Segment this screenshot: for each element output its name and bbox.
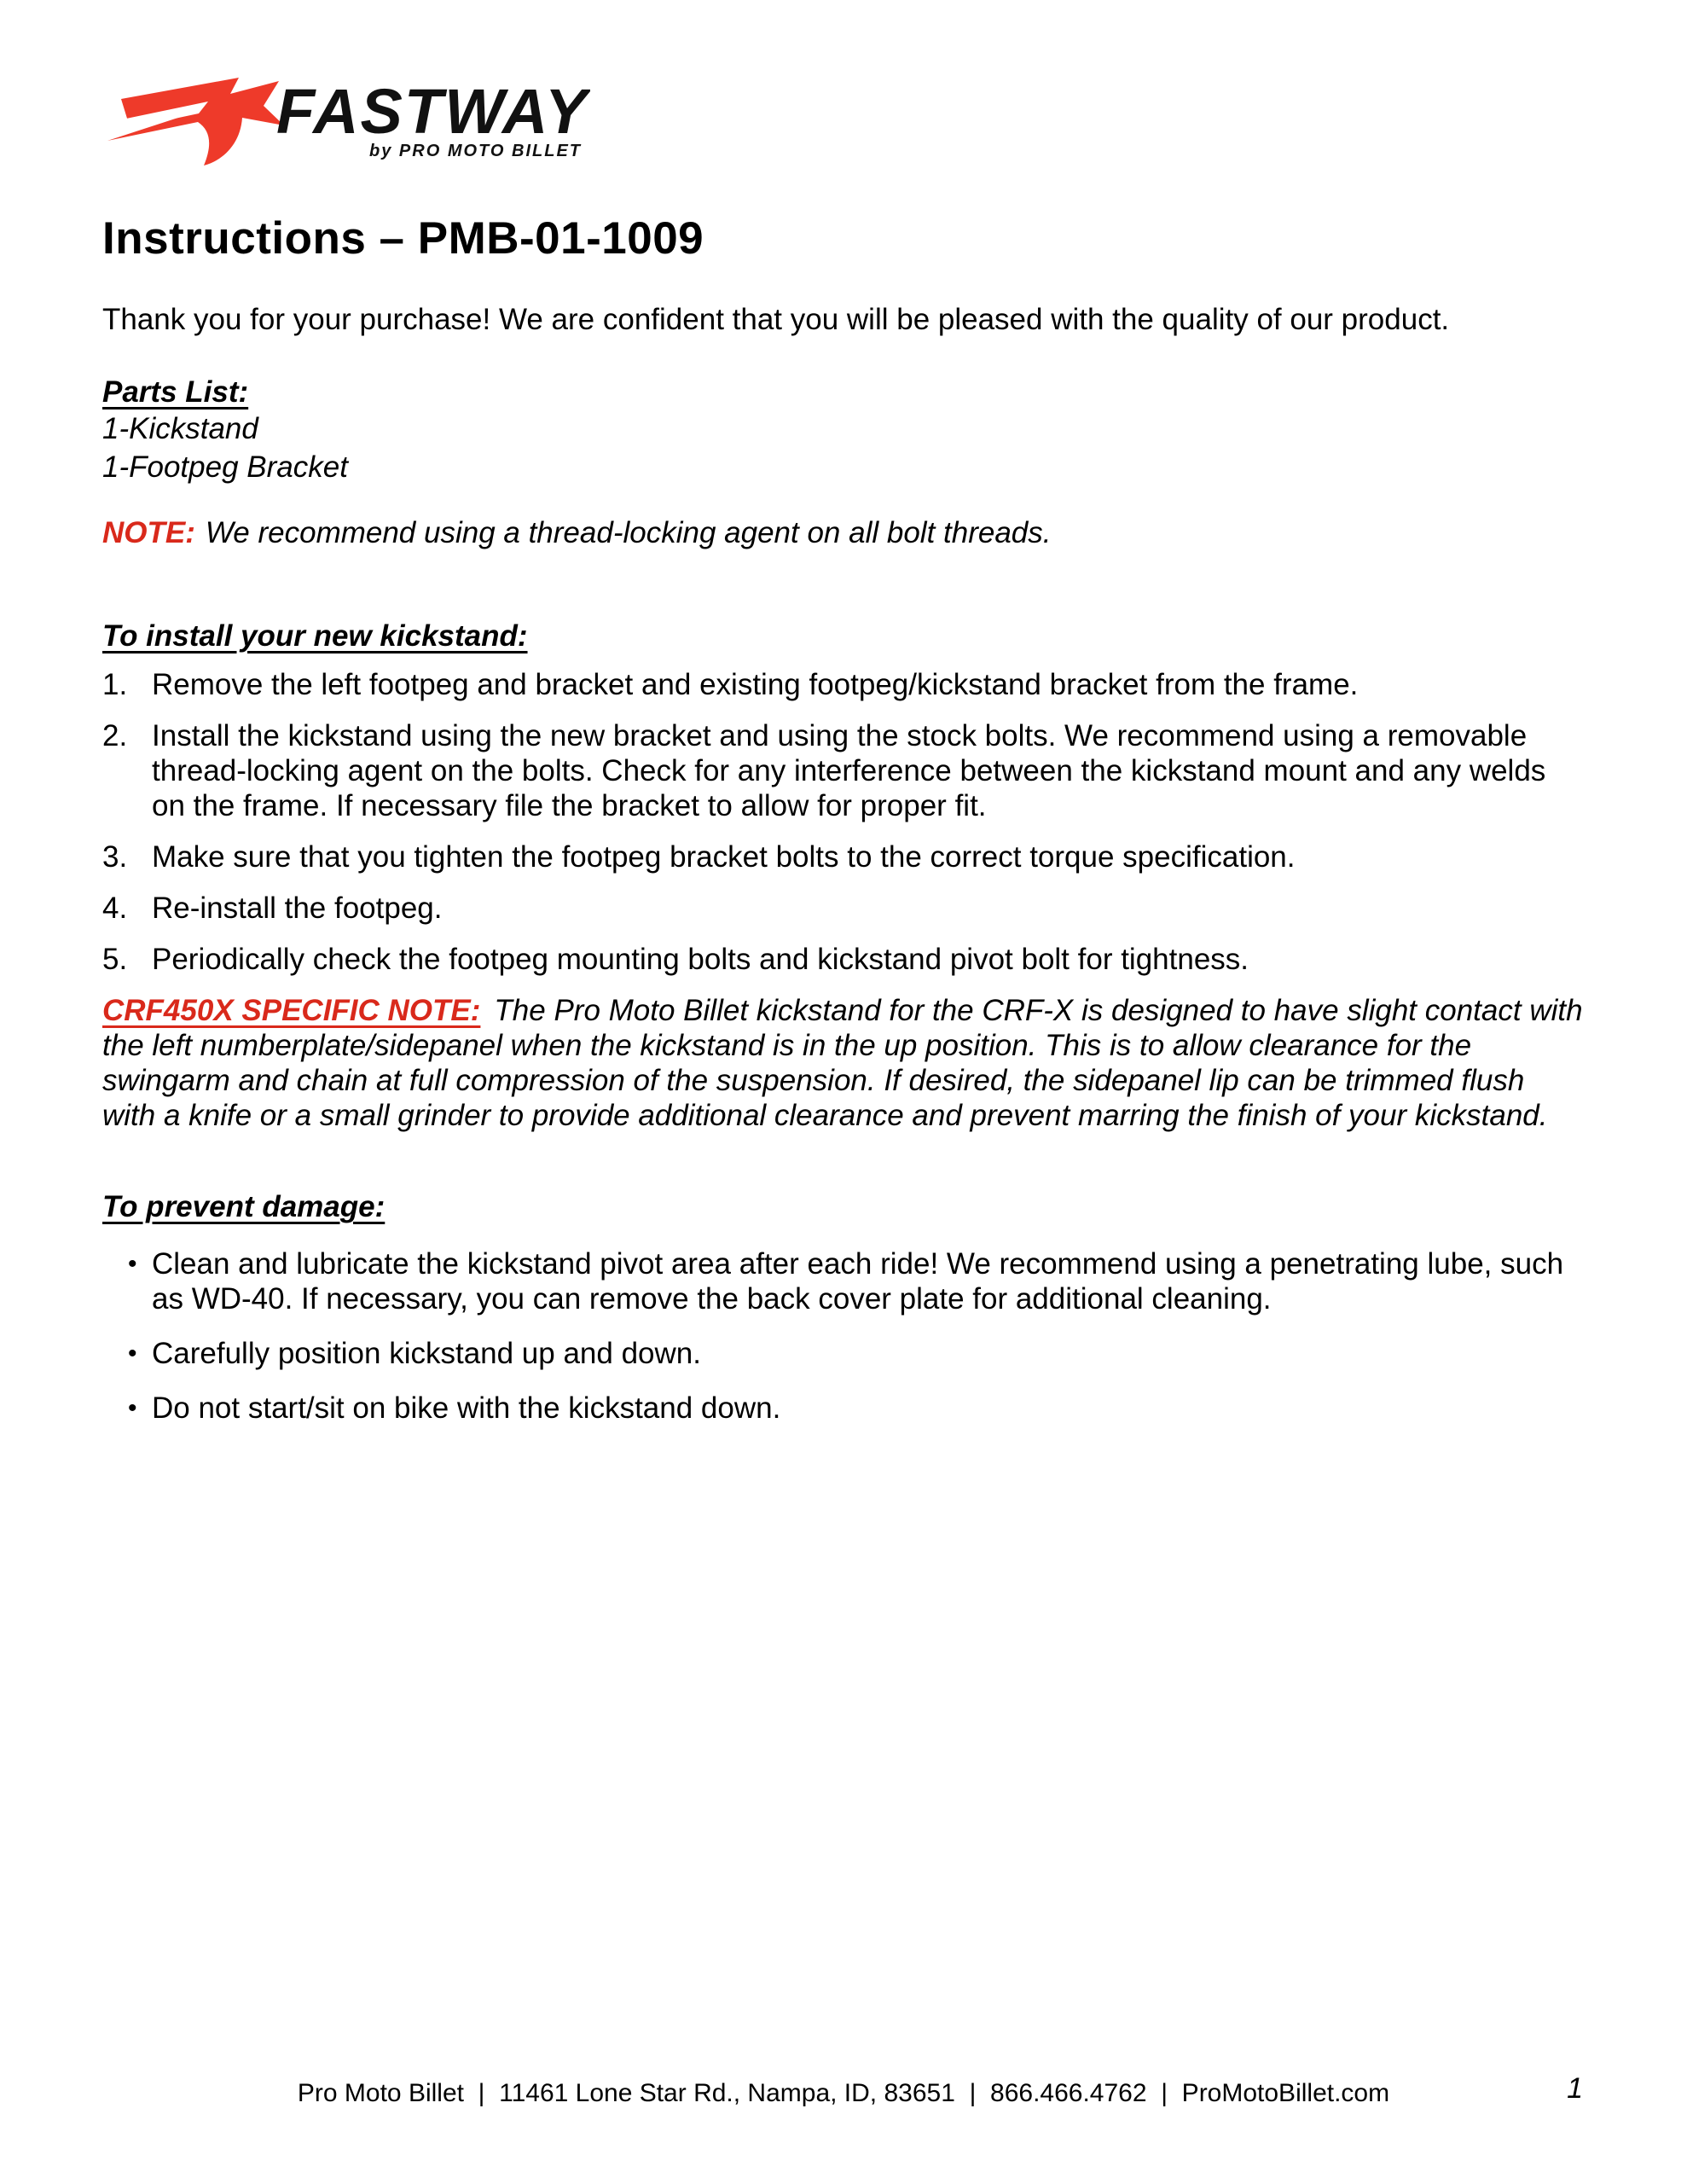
note-text: We recommend using a thread-locking agent on all bolt threads. (205, 516, 1052, 549)
step-number: 5. (102, 943, 128, 976)
step-text: Re-install the footpeg. (152, 892, 443, 925)
step-number: 4. (102, 892, 128, 925)
bullet-text: Do not start/sit on bike with the kickstand down. (152, 1391, 781, 1425)
step-number: 3. (102, 840, 128, 874)
page-footer (102, 2072, 1585, 2109)
bullet-icon: • (128, 1250, 137, 1278)
fastway-logo (102, 68, 590, 169)
step-number: 1. (102, 668, 128, 701)
logo (102, 0, 1585, 171)
list-item (128, 1336, 1585, 1371)
prevent-damage-heading: To prevent damage: (102, 1190, 386, 1223)
bullet-text: Clean and lubricate the kickstand pivot area after each ride! We recommend using a penetrating lube, such as WD-40. If necessary, you can remove the back cover plate for additional cleaning. (152, 1247, 1564, 1316)
install-step (102, 667, 1585, 702)
list-item (128, 1391, 1585, 1426)
list-item (128, 1246, 1585, 1316)
page-title: Instructions – PMB-01-1009 (102, 213, 704, 264)
parts-list-item: 1-Kickstand (102, 412, 258, 445)
install-step (102, 942, 1585, 977)
install-heading: To install your new kickstand: (102, 619, 528, 653)
parts-list-heading: Parts List: (102, 375, 249, 409)
crf450x-note (102, 993, 1585, 1133)
crf450x-note-label: CRF450X SPECIFIC NOTE: (102, 994, 481, 1027)
thread-lock-note (102, 515, 1585, 550)
install-step (102, 891, 1585, 926)
page-number: 1 (1567, 2072, 1583, 2105)
step-text: Make sure that you tighten the footpeg bracket bolts to the correct torque specification. (152, 840, 1296, 874)
intro-paragraph: Thank you for your purchase! We are confident that you will be pleased with the quality of our product. (102, 303, 1450, 336)
install-step (102, 718, 1585, 823)
bullet-text: Carefully position kickstand up and down. (152, 1337, 701, 1370)
footer-contact-info: Pro Moto Billet | 11461 Lone Star Rd., Nampa, ID, 83651 | 866.466.4762 | ProMotoBillet.com (297, 2079, 1390, 2107)
install-steps (102, 667, 1585, 977)
fastway-star-icon (102, 78, 284, 166)
step-text: Install the kickstand using the new bracket and using the stock bolts. We recommend using a removable thread-locking agent on the bolts. Check for any interference between the kickstand mount and any welds on the frame. If necessary file the bracket to allow for proper fit. (152, 719, 1546, 822)
step-text: Periodically check the footpeg mounting bolts and kickstand pivot bolt for tightness. (152, 943, 1249, 976)
fastway-wordmark: FASTWAY (276, 76, 589, 147)
parts-list-item: 1-Footpeg Bracket (102, 450, 348, 484)
step-text: Remove the left footpeg and bracket and existing footpeg/kickstand bracket from the frame. (152, 668, 1359, 701)
step-number: 2. (102, 719, 128, 752)
install-step (102, 839, 1585, 874)
prevent-damage-list (102, 1246, 1585, 1426)
bullet-icon: • (128, 1339, 137, 1368)
logo-byline: by PRO MOTO BILLET (369, 142, 582, 160)
note-label: NOTE: (102, 516, 195, 549)
bullet-icon: • (128, 1394, 137, 1422)
crf450x-note-text: The Pro Moto Billet kickstand for the CRF-X is designed to have slight contact with the left numberplate/sidepanel when the kickstand is in the up position. This is to allow clearance for the swingarm and chain at full compression of the suspension. If desired, the sidepanel lip can be trimmed flush with a knife or a small grinder to provide additional clearance and prevent marring the finish of your kickstand. (102, 994, 1583, 1132)
